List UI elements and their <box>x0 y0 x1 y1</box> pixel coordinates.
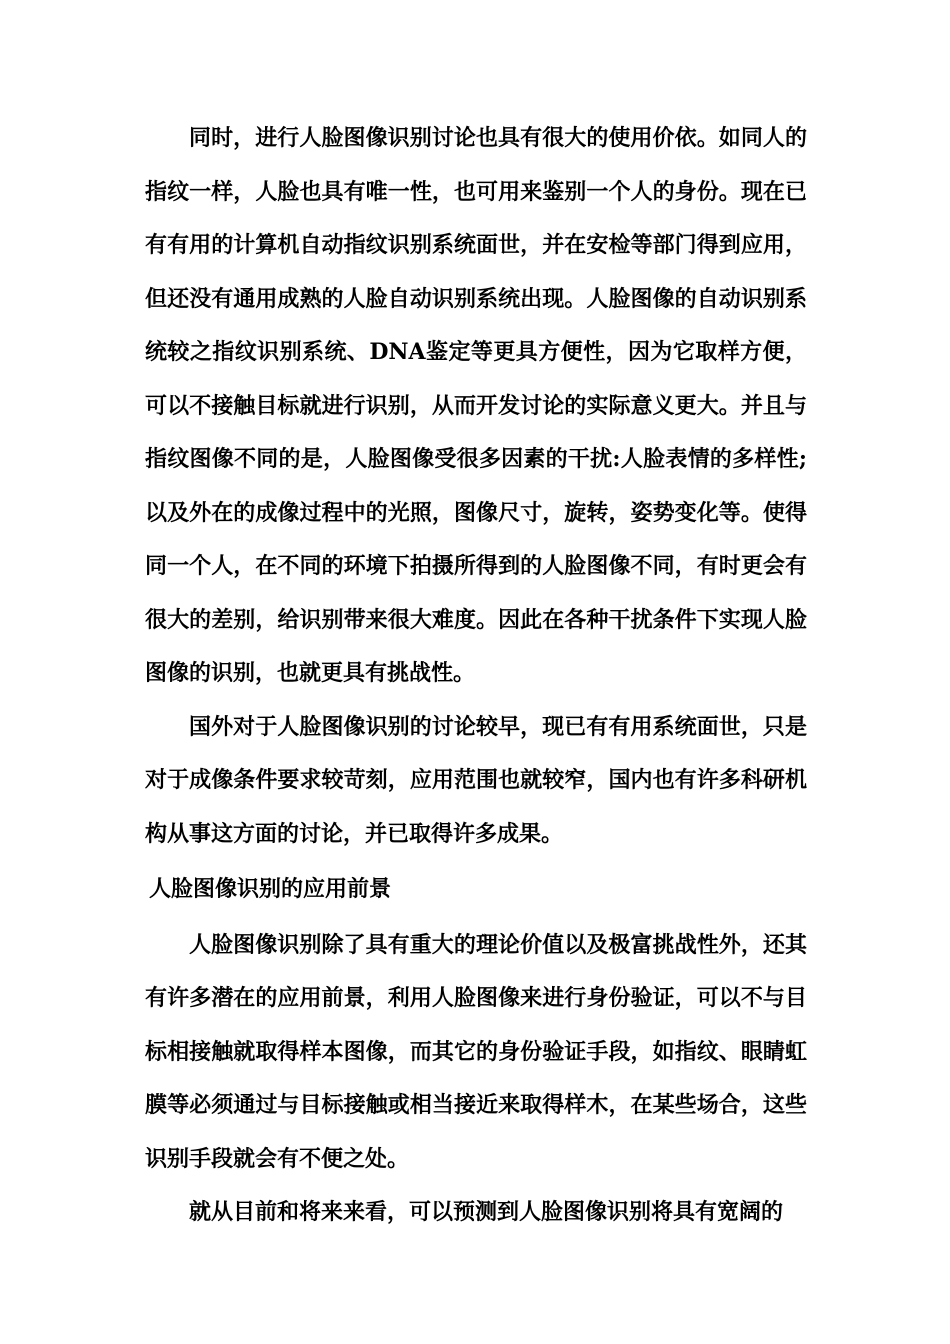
section-heading: 人脸图像识别的应用前景 <box>149 877 392 902</box>
paragraph-future-outlook: 就从目前和将来来看，可以预测到人脸图像识别将具有宽阔的 <box>189 1199 784 1225</box>
paragraph-application-prospects: 人脸图像识别除了具有重大的理论价值以及极富挑战性外，还其有许多潜在的应用前景，利用人脸图像来进行身份验证，可以不与目标相接触就取得样本图像，而其它的身份验证手段，如指纹、眼睛虹膜等必须通过与目标接触或相当接近来取得样木，在某些场合，这些识别手段就会有不便之处。 <box>145 931 807 1172</box>
paragraph-research-status: 国外对于人脸图像识别的讨论较早，现已有有用系统面世，只是对于成像条件要求较苛刻，应用范围也就较窄，国内也有许多科研机构从事这方面的讨论，并已取得许多成果。 <box>145 713 807 847</box>
paragraph-significance: 同时，进行人脸图像识别讨论也具有很大的使用价依。如同人的指纹一样，人脸也具有唯一性，也可用来鉴别一个人的身份。现在已有有用的计算机自动指纹识别系统面世，并在安检等部门得到应用，但还没有通用成熟的人脸自动识别系统出现。人脸图像的自动识别系统较之指纹识别系统、DNA鉴定等更具方便性，因为它取样方便，可以不接触目标就进行识别，从而开发讨论的实际意义更大。并且与指纹图像不同的是，人脸图像受很多因素的干扰:人脸表情的多样性;以及外在的成像过程中的光照，图像尺寸，旋转，姿势变化等。使得同一个人，在不同的环境下拍摄所得到的人脸图像不同，有时更会有很大的差别，给识别带来很大难度。因此在各种干扰条件下实现人脸图像的识别，也就更具有挑战性。 <box>145 125 807 686</box>
document-body <box>145 112 807 1240</box>
